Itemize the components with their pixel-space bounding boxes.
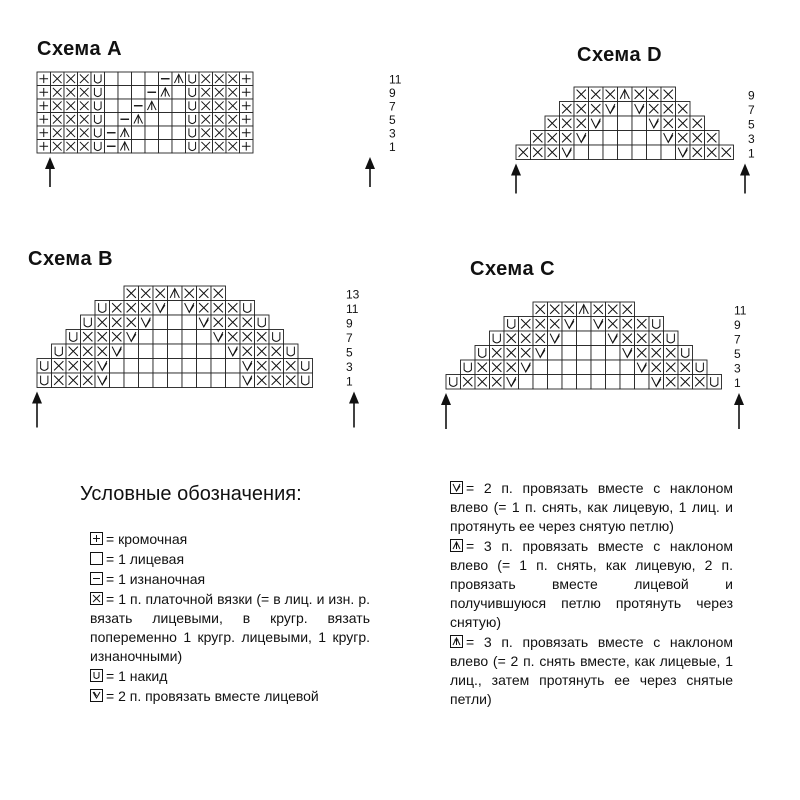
stitch-cell xyxy=(533,375,548,390)
stitch-cell xyxy=(124,344,139,359)
row-number: 5 xyxy=(748,117,755,132)
stitch-cell xyxy=(159,126,173,140)
row-number: 1 xyxy=(734,376,741,390)
stitch-cell xyxy=(145,140,159,154)
legend-left xyxy=(90,530,370,707)
stitch-cell xyxy=(635,375,650,390)
stitch-cell xyxy=(606,346,621,361)
repeat-arrow-head xyxy=(511,164,521,176)
row-number: 9 xyxy=(389,86,396,100)
stitch-cell xyxy=(577,346,592,361)
stitch-cell xyxy=(197,330,212,345)
stitch-cell xyxy=(577,375,592,390)
empty-symbol-icon xyxy=(90,552,103,565)
legend-right xyxy=(450,479,733,710)
stitch-cell xyxy=(118,99,132,113)
stitch-cell xyxy=(562,360,577,375)
row-number: 7 xyxy=(734,332,741,347)
row-number: 1 xyxy=(748,146,755,161)
stitch-cell xyxy=(139,359,154,374)
row-number: 9 xyxy=(748,88,755,103)
stitch-cell xyxy=(577,360,592,375)
stitch-cell xyxy=(182,330,197,345)
stitch-cell xyxy=(211,373,226,388)
stitch-cell xyxy=(197,344,212,359)
chart-a-grid xyxy=(37,72,402,187)
row-number: 11 xyxy=(346,302,359,316)
legend-text: = 3 п. провязать вместе с наклоном влево (= 1 п. снять, как лицевую, 2 п. провязать вместе лицевой и получившуюся петлю протянуть через снятую) xyxy=(450,538,733,630)
row-number: 5 xyxy=(389,113,396,127)
row-number: 3 xyxy=(389,126,396,141)
stitch-cell xyxy=(182,373,197,388)
stitch-cell xyxy=(603,116,618,131)
legend-text: = 1 лицевая xyxy=(106,551,185,567)
legend-title: Условные обозначения: xyxy=(80,483,302,505)
stitch-cell xyxy=(562,331,577,346)
stitch-cell xyxy=(105,99,119,113)
row-number: 7 xyxy=(389,99,396,114)
stitch-cell xyxy=(168,315,183,330)
legend-item xyxy=(90,570,370,589)
title-chart-d: Схема D xyxy=(577,44,663,66)
chart-c-grid xyxy=(441,302,747,429)
stitch-cell xyxy=(139,373,154,388)
stitch-cell xyxy=(606,375,621,390)
stitch-cell xyxy=(632,145,647,160)
stitch-cell xyxy=(172,99,186,113)
row-number: 7 xyxy=(346,331,353,345)
stitch-cell xyxy=(159,113,173,127)
legend-text: = 3 п. провязать вместе с наклоном влево (= 2 п. снять вместе, как лицевые, 1 лиц., затем протянуть ее через снятые петли) xyxy=(450,634,733,707)
stitch-cell xyxy=(110,373,125,388)
stitch-cell xyxy=(591,331,606,346)
row-number: 3 xyxy=(734,361,741,376)
repeat-arrow-head xyxy=(349,392,359,404)
chart-b-grid xyxy=(32,286,360,428)
stitch-cell xyxy=(145,126,159,140)
title-chart-a: Схема A xyxy=(37,38,123,60)
stitch-cell xyxy=(153,330,168,345)
u-symbol-icon xyxy=(90,669,103,682)
stitch-cell xyxy=(211,359,226,374)
stitch-cell xyxy=(105,113,119,127)
stitch-cell xyxy=(159,99,173,113)
stitch-cell xyxy=(139,330,154,345)
up-symbol-icon xyxy=(450,635,463,648)
legend-item xyxy=(90,550,370,569)
stitch-cell xyxy=(661,145,676,160)
row-number: 5 xyxy=(346,345,353,360)
stitch-cell xyxy=(132,72,146,86)
repeat-arrow-head xyxy=(365,157,375,169)
stitch-cell xyxy=(168,344,183,359)
stitch-cell xyxy=(647,131,662,146)
legend-item xyxy=(450,633,733,709)
row-number: 1 xyxy=(346,374,353,389)
title-chart-c: Схема C xyxy=(470,258,556,280)
stitch-cell xyxy=(153,359,168,374)
lambda-symbol-icon xyxy=(90,689,103,702)
stitch-cell xyxy=(562,375,577,390)
stitch-cell xyxy=(606,360,621,375)
stitch-cell xyxy=(589,145,604,160)
row-number: 1 xyxy=(389,140,396,154)
stitch-cell xyxy=(172,113,186,127)
stitch-cell xyxy=(618,145,633,160)
stitch-cell xyxy=(110,359,125,374)
stitch-cell xyxy=(182,359,197,374)
repeat-arrow-head xyxy=(734,393,744,405)
stitch-cell xyxy=(226,359,241,374)
stitch-cell xyxy=(226,373,241,388)
stitch-cell xyxy=(603,131,618,146)
stitch-cell xyxy=(618,102,633,117)
stitch-cell xyxy=(168,330,183,345)
legend-text: = 2 п. провязать вместе лицевой xyxy=(106,688,319,704)
repeat-arrow-head xyxy=(740,164,750,176)
row-number: 9 xyxy=(346,316,353,331)
legend-text: = 1 изнаночная xyxy=(106,571,206,587)
legend-text: = 1 п. платочной вязки (= в лиц. и изн. р. вязать лицевыми, в кругр. вязать попеременно 1 кругр. лицевыми, 1 кругр. изнаночными) xyxy=(90,591,370,664)
repeat-arrow-head xyxy=(32,392,42,404)
chart-d-grid xyxy=(511,87,755,194)
stitch-cell xyxy=(211,344,226,359)
stitch-cell xyxy=(591,375,606,390)
stitch-cell xyxy=(577,331,592,346)
stitch-cell xyxy=(145,72,159,86)
stitch-cell xyxy=(182,315,197,330)
stitch-cell xyxy=(632,131,647,146)
stitch-cell xyxy=(168,359,183,374)
row-number: 11 xyxy=(389,72,402,87)
stitch-cell xyxy=(632,116,647,131)
legend-item xyxy=(90,667,370,686)
legend-text: = кромочная xyxy=(106,531,188,547)
stitch-cell xyxy=(620,375,635,390)
stitch-cell xyxy=(647,145,662,160)
stitch-cell xyxy=(132,86,146,100)
v-symbol-icon xyxy=(450,481,463,494)
stitch-cell xyxy=(197,359,212,374)
stitch-cell xyxy=(139,344,154,359)
repeat-arrow-head xyxy=(441,393,451,405)
row-number: 11 xyxy=(734,303,747,318)
stitch-cell xyxy=(603,145,618,160)
title-chart-b: Схема B xyxy=(28,248,114,270)
caret-symbol-icon xyxy=(450,539,463,552)
stitch-cell xyxy=(168,373,183,388)
repeat-arrow-head xyxy=(45,157,55,169)
legend-text: = 2 п. провязать вместе с наклоном влево (= 1 п. снять, как лицевую, 1 лиц. и протянуть ее через снятую петлю) xyxy=(450,480,733,534)
legend-text: = 1 накид xyxy=(106,668,168,684)
stitch-cell xyxy=(182,344,197,359)
legend-item xyxy=(90,687,370,706)
stitch-cell xyxy=(124,373,139,388)
stitch-cell xyxy=(153,344,168,359)
stitch-cell xyxy=(519,375,534,390)
plus-symbol-icon xyxy=(90,532,103,545)
row-number: 3 xyxy=(346,360,353,374)
stitch-cell xyxy=(562,346,577,361)
stitch-cell xyxy=(172,140,186,154)
stitch-cell xyxy=(105,86,119,100)
stitch-cell xyxy=(132,140,146,154)
dash-symbol-icon xyxy=(90,572,103,585)
stitch-cell xyxy=(159,140,173,154)
stitch-cell xyxy=(153,315,168,330)
stitch-cell xyxy=(105,72,119,86)
row-number: 3 xyxy=(748,132,755,146)
stitch-cell xyxy=(172,126,186,140)
stitch-cell xyxy=(618,131,633,146)
row-number: 9 xyxy=(734,318,741,332)
stitch-cell xyxy=(168,301,183,316)
legend-item xyxy=(90,590,370,666)
row-number: 5 xyxy=(734,347,741,361)
stitch-cell xyxy=(548,360,563,375)
stitch-cell xyxy=(153,373,168,388)
legend-item xyxy=(450,537,733,632)
stitch-cell xyxy=(591,360,606,375)
legend-item xyxy=(90,530,370,549)
legend-item xyxy=(450,479,733,536)
stitch-cell xyxy=(197,373,212,388)
stitch-cell xyxy=(124,359,139,374)
stitch-cell xyxy=(618,116,633,131)
stitch-cell xyxy=(172,86,186,100)
stitch-cell xyxy=(574,145,589,160)
stitch-cell xyxy=(577,317,592,332)
stitch-cell xyxy=(620,360,635,375)
stitch-cell xyxy=(591,346,606,361)
row-number: 13 xyxy=(346,287,360,302)
stitch-cell xyxy=(118,86,132,100)
stitch-cell xyxy=(533,360,548,375)
stitch-cell xyxy=(145,113,159,127)
row-number: 7 xyxy=(748,103,755,117)
stitch-cell xyxy=(548,375,563,390)
stitch-cell xyxy=(118,72,132,86)
stitch-cell xyxy=(132,126,146,140)
stitch-cell xyxy=(589,131,604,146)
stitch-cell xyxy=(548,346,563,361)
cross-symbol-icon xyxy=(90,592,103,605)
